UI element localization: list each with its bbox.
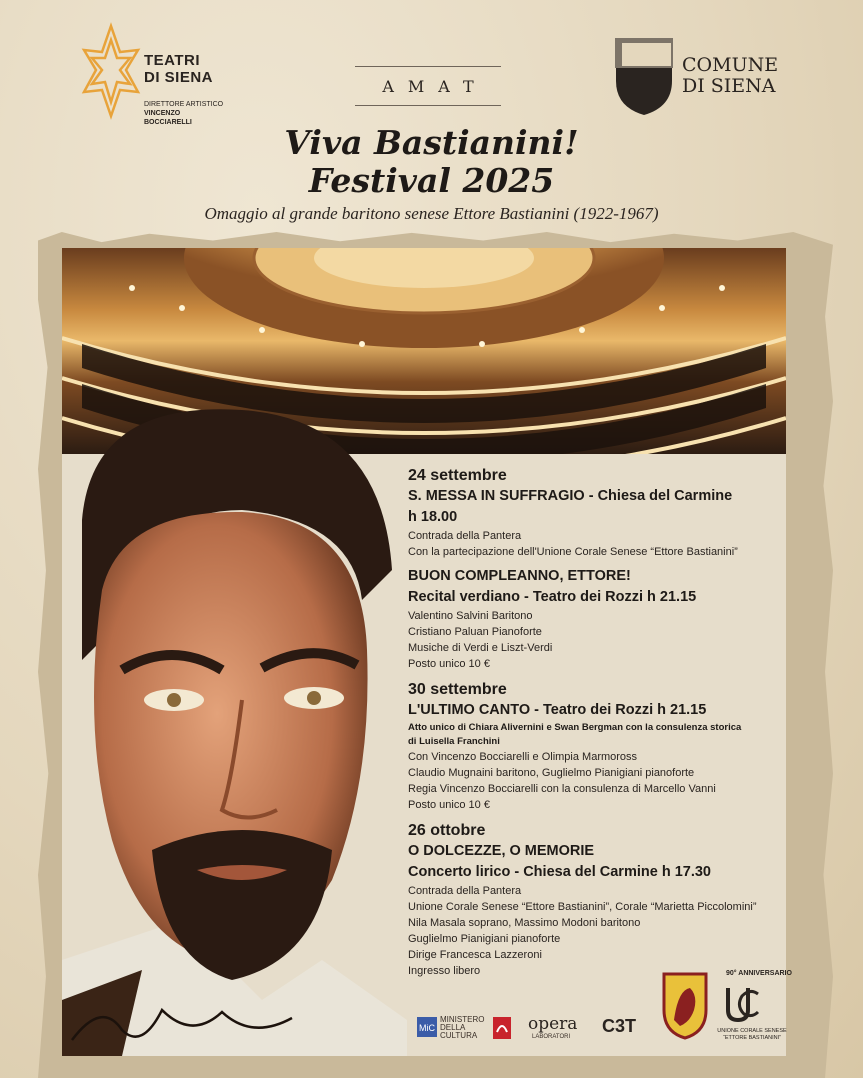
event-detail: Contrada della Pantera <box>408 885 522 897</box>
teatri-di-siena-logo <box>80 14 250 134</box>
opera-sub: LABORATORI <box>532 1034 571 1040</box>
event-detail: Posto unico 10 € <box>408 799 490 811</box>
event-title: h 18.00 <box>408 509 458 525</box>
event-detail: Valentino Salvini Baritono <box>408 610 533 622</box>
comune-di-siena-logo: COMUNE DI SIENA <box>614 37 794 117</box>
amat-logo: AMAT <box>355 66 501 106</box>
event-detail: Dirige Francesca Lazzeroni <box>408 949 542 961</box>
event-detail: Con la partecipazione dell'Unione Corale Senese “Ettore Bastianini” <box>408 546 738 558</box>
event-detail: Claudio Mugnaini baritono, Guglielmo Pianigiani pianoforte <box>408 767 695 779</box>
balzana-shield-icon <box>614 37 674 117</box>
ettore-bastianini-portrait <box>62 400 407 1056</box>
ministero-icon <box>416 1016 438 1038</box>
sponsors-row <box>416 1012 656 1048</box>
spacer <box>408 813 788 819</box>
ucs-monogram-icon <box>722 984 762 1024</box>
pantera-emblem-icon <box>660 970 710 1040</box>
festival-subtitle: Omaggio al grande baritono senese Ettore Bastianini (1922-1967) <box>204 204 659 223</box>
event-detail: Musiche di Verdi e Liszt-Verdi <box>408 642 553 654</box>
event-title: O DOLCEZZE, O MEMORIE <box>408 843 595 859</box>
event-detail: Ingresso libero <box>408 965 481 977</box>
event-title: Concerto lirico - Chiesa del Carmine h 17.30 <box>408 864 711 880</box>
teatri-star-icon <box>80 22 142 132</box>
event-detail: Guglielmo Pianigiani pianoforte <box>408 933 561 945</box>
teatri-name: TEATRI DI SIENA <box>144 52 214 86</box>
opera-logo: opera <box>528 1014 578 1034</box>
teatri-director: DIRETTORE ARTISTICO VINCENZO BOCCIARELLI <box>144 101 224 126</box>
spacer <box>408 672 788 678</box>
program-date: 24 settembre <box>408 467 507 484</box>
program-date: 26 ottobre <box>408 822 486 839</box>
portrait-illustration <box>62 400 407 1056</box>
event-detail: Contrada della Pantera <box>408 530 522 542</box>
event-title: Recital verdiano - Teatro dei Rozzi h 21.15 <box>408 589 697 605</box>
event-title: BUON COMPLEANNO, ETTORE! <box>408 568 631 584</box>
program-date: 30 settembre <box>408 681 507 698</box>
c3t-logo: C3T <box>602 1016 637 1036</box>
program-list <box>408 464 788 985</box>
festival-title: Viva Bastianini! Festival 2025 <box>284 123 579 200</box>
event-detail: Unione Corale Senese “Ettore Bastianini”, Corale “Marietta Piccolomini” <box>408 901 757 913</box>
regione-toscana-icon <box>492 1016 512 1040</box>
event-detail: Posto unico 10 € <box>408 658 490 670</box>
event-note: Atto unico di Chiara Alivernini e Swan Bergman con la consulenza storica <box>408 722 742 733</box>
event-title: L'ULTIMO CANTO - Teatro dei Rozzi h 21.15 <box>408 702 707 718</box>
ministero-label: MINISTERO DELLA CULTURA <box>440 1015 485 1040</box>
svg-text:MiC: MiC <box>419 1023 435 1033</box>
event-detail: Cristiano Paluan Pianoforte <box>408 626 542 638</box>
event-title: S. MESSA IN SUFFRAGIO - Chiesa del Carmine <box>408 488 733 504</box>
event-note: di Luisella Franchini <box>408 736 500 747</box>
event-detail: Con Vincenzo Bocciarelli e Olimpia Marmoross <box>408 751 638 763</box>
event-detail: Regia Vincenzo Bocciarelli con la consulenza di Marcello Vanni <box>408 783 716 795</box>
unione-corale-logo: 90° ANNIVERSARIO UNIONE CORALE SENESE “ETTORE BASTIANINI” <box>717 970 792 1041</box>
event-detail: Nila Masala soprano, Massimo Modoni baritono <box>408 917 641 929</box>
